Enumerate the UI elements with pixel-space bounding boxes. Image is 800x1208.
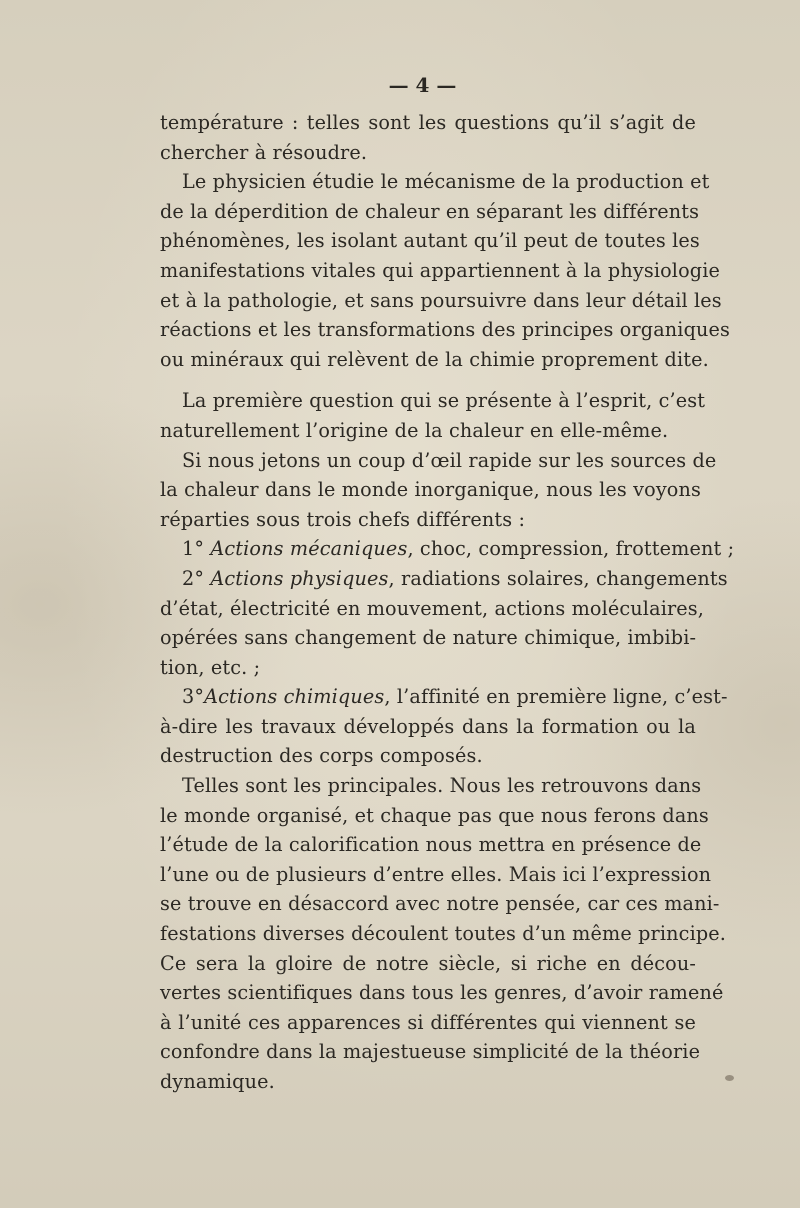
list-item-2 [160,564,728,594]
text-line: Telles sont les principales. Nous les retrouvons dans [182,774,702,798]
list-heading: Actions chimiques [204,685,385,709]
text-line: à-dire les travaux développés dans la formation ou la [160,714,696,738]
list-number: 2° [182,566,205,590]
text-line: et à la pathologie, et sans poursuivre dans leur détail les [160,288,722,312]
list-text: , l’affinité en première ligne, c’est- [384,685,728,709]
text-line: vertes scientifiques dans tous les genres, d’avoir ramené [160,981,724,1005]
text-line: naturellement l’origine de la chaleur en elle-même. [160,418,669,442]
text-line: manifestations vitales qui appartiennent à la physiologie [160,258,721,282]
list-heading: Actions physiques [210,566,389,590]
text-line: destruction des corps composés. [160,744,483,768]
text-line: la chaleur dans le monde inorganique, nous les voyons [160,478,702,502]
list-text: , radiations solaires, changements [388,566,728,590]
text-line: Le physicien étudie le mécanisme de la production et [182,170,710,194]
ink-speck [725,1075,734,1081]
text-line: l’une ou de plusieurs d’entre elles. Mais ici l’expression [160,862,712,886]
list-item-1 [160,534,735,564]
list-number: 3° [182,685,205,709]
text-line: La première question qui se présente à l’esprit, c’est [182,389,706,413]
text-line: de la déperdition de chaleur en séparant les différents [160,199,700,223]
list-number: 1° [182,537,205,561]
text-line: réactions et les transformations des principes organiques [160,318,731,342]
list-heading: Actions mécaniques [210,537,408,561]
text-line: réparties sous trois chefs différents : [160,507,526,531]
text-line: confondre dans la majestueuse simplicité de la théorie [160,1040,701,1064]
paragraph-gap [160,374,696,386]
text-line: température : telles sont les questions qu’il s’agit de [160,111,696,134]
text-line: le monde organisé, et chaque pas que nous ferons dans [160,803,709,827]
text-line: ou minéraux qui relèvent de la chimie proprement dite. [160,347,709,371]
text-line: d’état, électricité en mouvement, actions moléculaires, [160,596,705,620]
text-line: tion, etc. ; [160,655,261,679]
text-line: phénomènes, les isolant autant qu’il peut de toutes les [160,229,700,253]
text-line: se trouve en désaccord avec notre pensée, car ces mani- [160,892,720,916]
text-line: à l’unité ces apparences si différentes qui viennent se [160,1010,696,1034]
text-line: dynamique. [160,1070,275,1093]
text-line: opérées sans changement de nature chimique, imbibi- [160,626,697,650]
text-line: Si nous jetons un coup d’œil rapide sur les sources de [182,448,717,472]
page-number: — 4 — [388,73,457,97]
text-line: festations diverses découlent toutes d’un même principe. [160,922,727,946]
text-line: Ce sera la gloire de notre siècle, si riche en décou- [160,951,696,975]
list-item-3 [160,682,728,712]
text-line: chercher à résoudre. [160,140,368,164]
list-text: , choc, compression, frottement ; [407,537,735,561]
text-line: l’étude de la calorification nous mettra en présence de [160,833,702,857]
body-text [160,108,735,1097]
